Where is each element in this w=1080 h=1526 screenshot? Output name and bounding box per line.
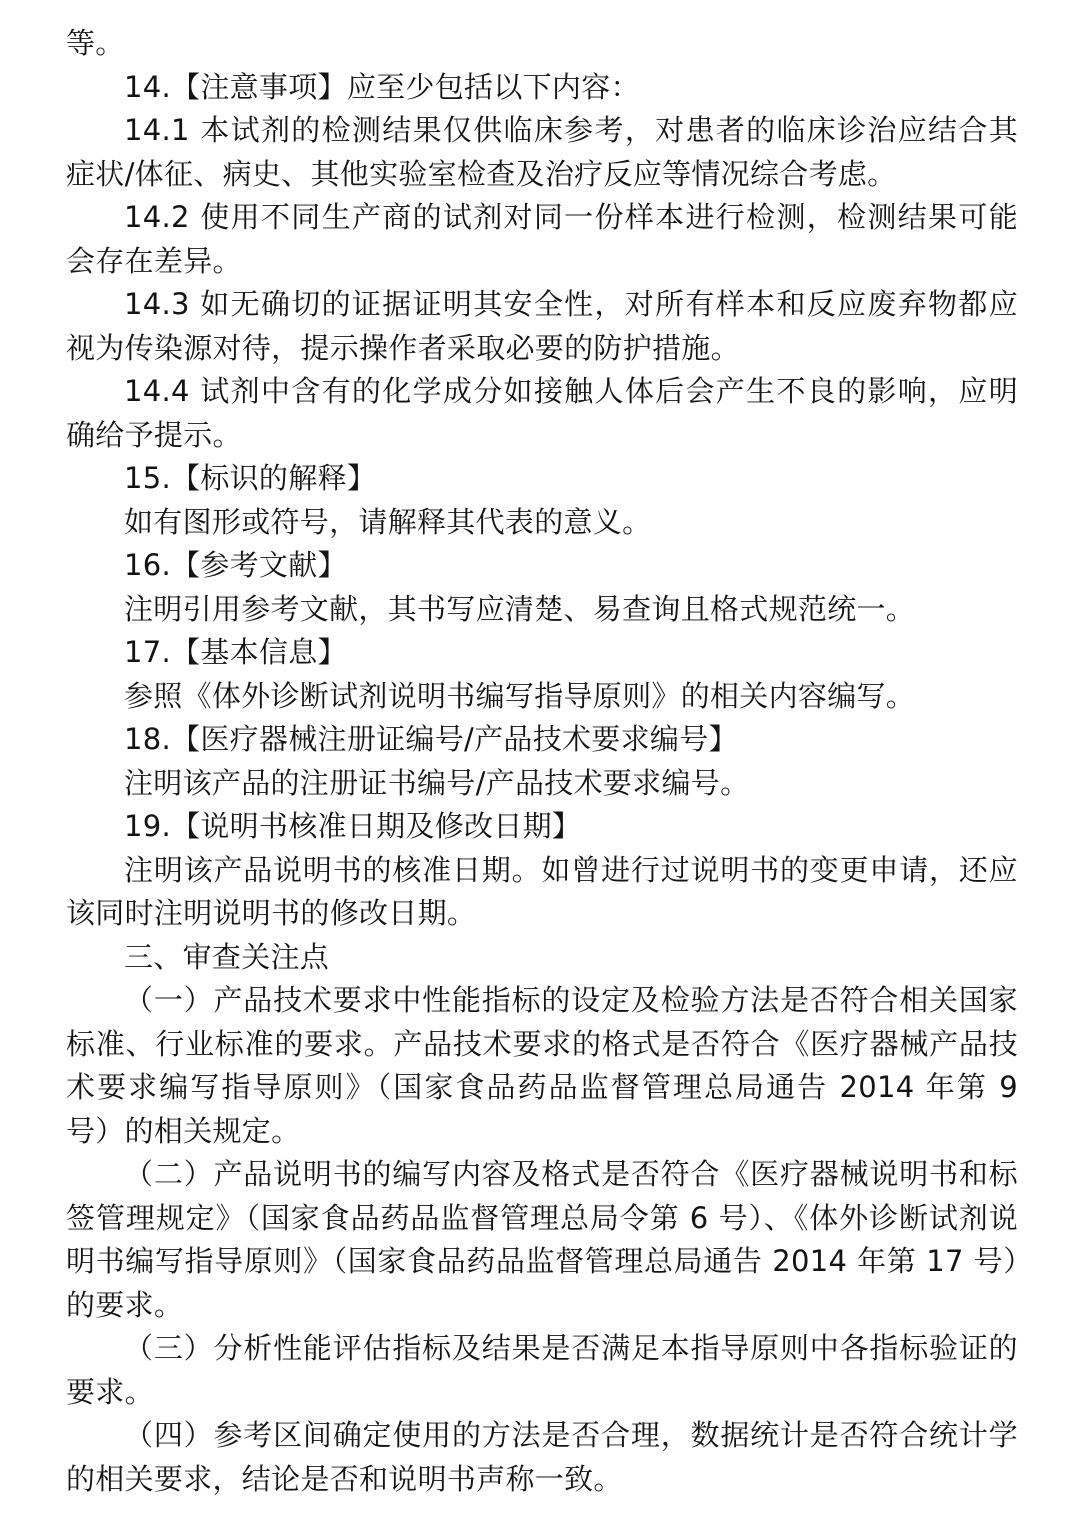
section-18-heading: 18.【医疗器械注册证编号/产品技术要求编号】 xyxy=(124,722,738,756)
review-point-2: （二）产品说明书的编写内容及格式是否符合《医疗器械说明书和标签管理规定》（国家食品药品监督管理总局令第 6 号）、《体外诊断试剂说明书编写指导原则》（国家食品药品监督管理总局通告 2014 年第 17 号）的要求。 xyxy=(66,1157,1018,1322)
item-14-2: 14.2 使用不同生产商的试剂对同一份样本进行检测，检测结果可能会存在差异。 xyxy=(66,200,1018,278)
review-point-1: （一）产品技术要求中性能指标的设定及检验方法是否符合相关国家标准、行业标准的要求。产品技术要求的格式是否符合《医疗器械产品技术要求编写指导原则》（国家食品药品监督管理总局通告 2014 年第 9 号）的相关规定。 xyxy=(66,983,1018,1148)
part-3-heading: 三、审查关注点 xyxy=(124,939,330,974)
section-19-body: 注明该产品说明书的核准日期。如曾进行过说明书的变更申请，还应该同时注明说明书的修改日期。 xyxy=(66,852,1018,930)
item-14-1: 14.1 本试剂的检测结果仅供临床参考，对患者的临床诊治应结合其症状/体征、病史、其他实验室检查及治疗反应等情况综合考虑。 xyxy=(66,113,1018,191)
section-17-body: 参照《体外诊断试剂说明书编写指导原则》的相关内容编写。 xyxy=(124,678,916,713)
section-16-heading: 16.【参考文献】 xyxy=(124,548,347,582)
review-point-3: （三）分析性能评估指标及结果是否满足本指导原则中各指标验证的要求。 xyxy=(66,1331,1018,1409)
section-18-body: 注明该产品的注册证书编号/产品技术要求编号。 xyxy=(124,765,750,800)
review-point-4: （四）参考区间确定使用的方法是否合理，数据统计是否符合统计学的相关要求，结论是否和说明书声称一致。 xyxy=(66,1418,1018,1496)
item-14-4: 14.4 试剂中含有的化学成分如接触人体后会产生不良的影响，应明确给予提示。 xyxy=(66,374,1018,452)
section-17-heading: 17.【基本信息】 xyxy=(124,635,347,669)
section-15-heading: 15.【标识的解释】 xyxy=(124,461,377,495)
section-16-body: 注明引用参考文献，其书写应清楚、易查询且格式规范统一。 xyxy=(124,591,916,626)
continuation-line: 等。 xyxy=(66,26,125,60)
section-19-heading: 19.【说明书核准日期及修改日期】 xyxy=(124,809,582,843)
section-15-body: 如有图形或符号，请解释其代表的意义。 xyxy=(124,504,652,539)
section-14-heading: 14.【注意事项】应至少包括以下内容： xyxy=(124,69,640,104)
item-14-3: 14.3 如无确切的证据证明其安全性，对所有样本和反应废弃物都应视为传染源对待，提示操作者采取必要的防护措施。 xyxy=(66,287,1018,365)
